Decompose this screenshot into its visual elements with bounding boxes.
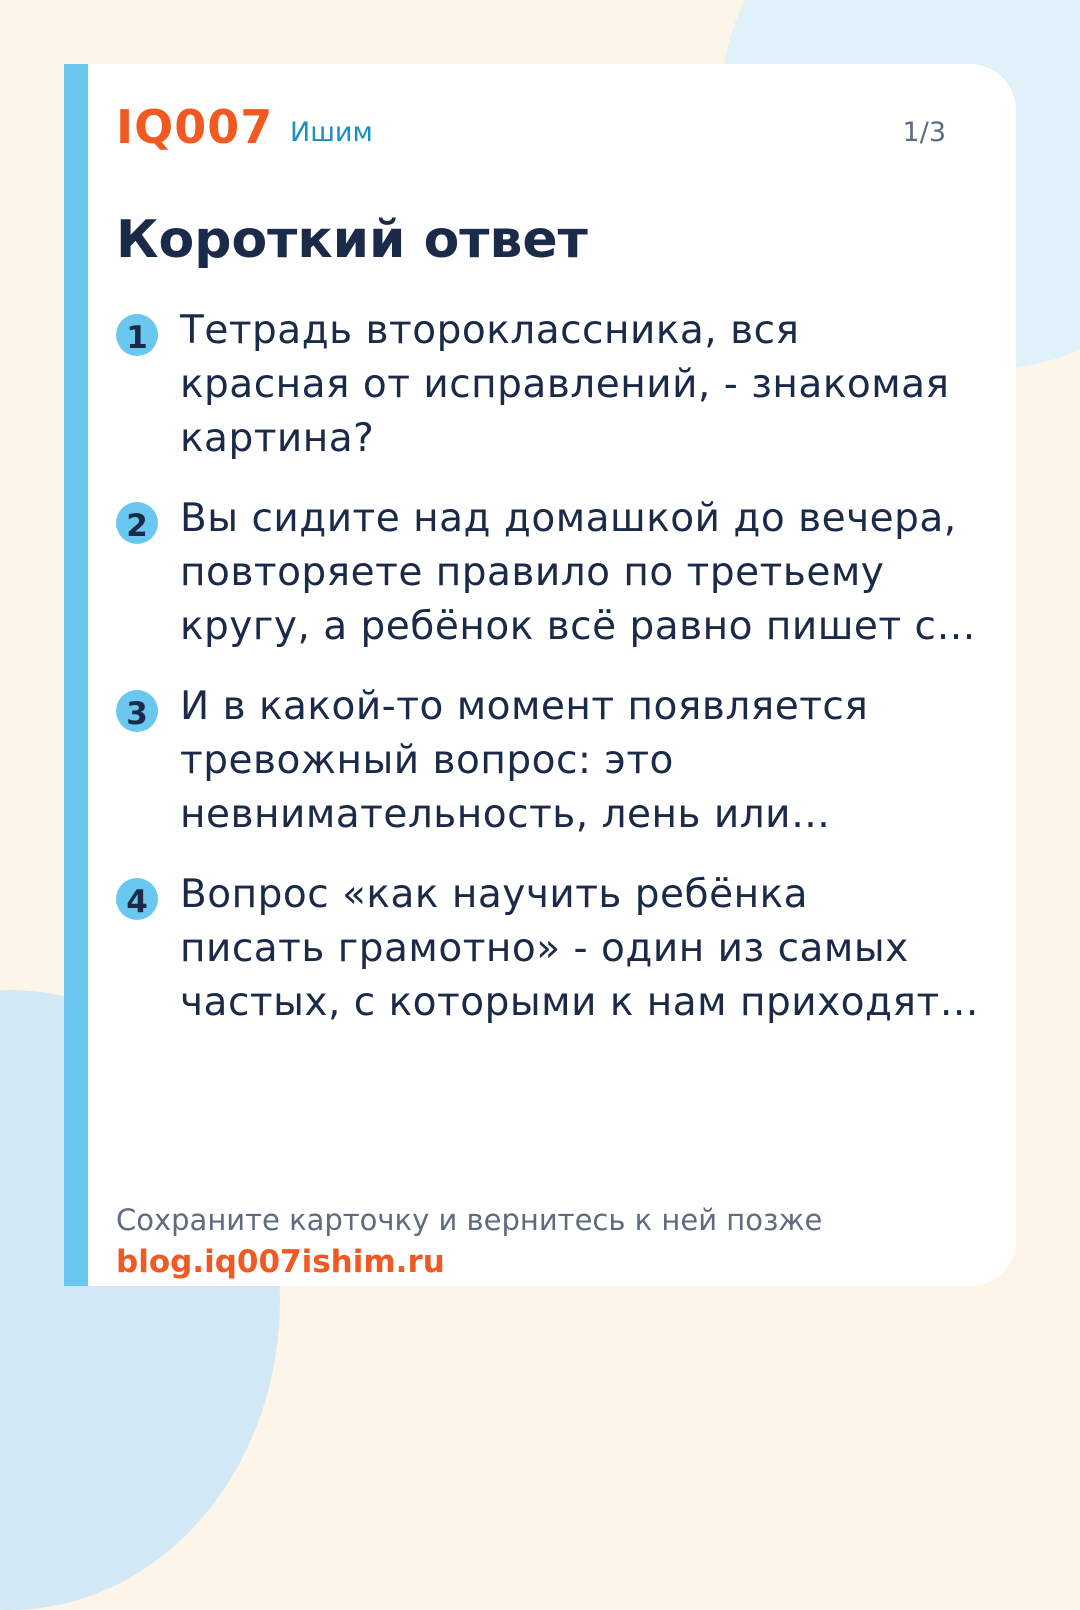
- item-text-line: тревожный вопрос: это: [180, 738, 674, 783]
- save-card-note: Сохраните карточку и вернитесь к ней позже: [116, 1203, 823, 1237]
- page-title: Короткий ответ: [116, 210, 588, 270]
- item-text-line: красная от исправлений, - знакомая: [180, 362, 950, 407]
- item-text-line: повторяете правило по третьему: [180, 550, 885, 595]
- item-number-badge: 4: [116, 878, 158, 920]
- brand-logo: IQ007: [116, 100, 274, 154]
- item-text: [180, 492, 1016, 654]
- item-text-line: Вы сидите над домашкой до вечера,: [180, 496, 957, 541]
- item-number-badge: 3: [116, 690, 158, 732]
- item-text-line: частых, с которыми к нам приходят…: [180, 980, 980, 1025]
- card-header: [116, 100, 946, 160]
- item-text-line: невнимательность, лень или…: [180, 792, 831, 837]
- page-counter: 1/3: [902, 117, 946, 148]
- item-number-badge: 1: [116, 314, 158, 356]
- item-text: [180, 868, 1016, 1030]
- card-footer: [116, 1200, 976, 1284]
- brand-city: Ишим: [290, 117, 373, 148]
- item-text-line: Тетрадь второклассника, вся: [180, 308, 800, 353]
- card-accent-bar: [64, 64, 88, 1286]
- blog-link[interactable]: blog.iq007ishim.ru: [116, 1244, 445, 1280]
- item-number-badge: 2: [116, 502, 158, 544]
- item-text: [180, 304, 1016, 466]
- item-text-line: И в какой-то момент появляется: [180, 684, 869, 729]
- item-text-line: Вопрос «как научить ребёнка: [180, 872, 809, 917]
- item-text-line: писать грамотно» - один из самых: [180, 926, 909, 971]
- item-text: [180, 680, 1016, 842]
- item-text-line: кругу, а ребёнок всё равно пишет с…: [180, 604, 976, 649]
- item-text-line: картина?: [180, 416, 375, 461]
- content-card: [64, 64, 1016, 1286]
